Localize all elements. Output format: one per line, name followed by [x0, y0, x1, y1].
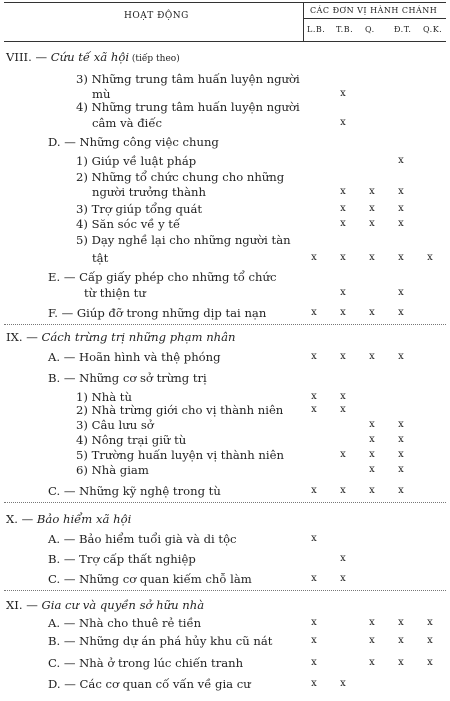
- responsibility-mark: x: [340, 287, 346, 298]
- row-label: 5) Dạy nghề lại cho những người tàn: [76, 233, 291, 247]
- responsibility-mark: x: [369, 449, 375, 460]
- table-row: [92, 251, 108, 265]
- responsibility-mark: x: [311, 635, 317, 646]
- row-label: tật: [92, 251, 109, 265]
- responsibility-mark: x: [340, 203, 346, 214]
- responsibility-mark: x: [398, 434, 404, 445]
- responsibility-mark: x: [369, 307, 375, 318]
- row-label: câm và điếc: [92, 116, 162, 130]
- table-row: [48, 306, 266, 320]
- responsibility-mark: x: [427, 252, 433, 263]
- table-row: [48, 677, 251, 691]
- responsibility-mark: x: [311, 485, 317, 496]
- header-divider: [303, 2, 304, 41]
- table-row: [84, 286, 146, 300]
- responsibility-mark: x: [340, 307, 346, 318]
- responsibility-mark: x: [398, 657, 404, 668]
- row-label: 4) Những trung tâm huấn luyện người: [76, 100, 300, 114]
- section-note: (tiếp theo): [129, 54, 180, 64]
- section-heading: [6, 50, 180, 66]
- row-label: F. — Giúp đỡ trong những dịp tai nạn: [48, 306, 267, 320]
- section-heading: [6, 512, 131, 526]
- responsibility-mark: x: [369, 657, 375, 668]
- row-label: XI. —: [6, 598, 42, 612]
- table-row: [76, 418, 154, 432]
- responsibility-mark: x: [340, 117, 346, 128]
- responsibility-mark: x: [398, 635, 404, 646]
- row-label: D. — Các cơ quan cố vấn về gia cư: [48, 677, 251, 691]
- row-label: C. — Những kỹ nghệ trong tù: [48, 484, 221, 498]
- responsibility-mark: x: [311, 351, 317, 362]
- row-label: C. — Những cơ quan kiếm chỗ làm: [48, 572, 252, 586]
- responsibility-mark: x: [311, 391, 317, 402]
- responsibility-mark: x: [369, 419, 375, 430]
- responsibility-mark: x: [398, 203, 404, 214]
- responsibility-mark: x: [340, 351, 346, 362]
- table-row: [48, 616, 201, 630]
- row-label: người trưởng thành: [92, 185, 206, 199]
- table-row: [76, 217, 180, 231]
- responsibility-mark: x: [398, 419, 404, 430]
- section-title: Gia cư và quyền sở hữu nhà: [41, 598, 205, 612]
- responsibility-mark: x: [340, 404, 346, 415]
- row-label: A. — Hoãn hình và thệ phóng: [48, 350, 221, 364]
- column-header: Q.K.: [423, 25, 443, 34]
- responsibility-mark: x: [398, 155, 404, 166]
- section-title: Cách trừng trị những phạm nhân: [41, 330, 236, 344]
- responsibility-mark: x: [369, 464, 375, 475]
- responsibility-mark: x: [398, 218, 404, 229]
- table-row: [48, 572, 252, 586]
- row-label: D. — Những công việc chung: [48, 135, 219, 149]
- table-row: [48, 270, 276, 284]
- table-row: [76, 433, 186, 447]
- row-label: mù: [92, 87, 111, 101]
- section-title: Cứu tế xã hội: [50, 50, 130, 64]
- row-label: C. — Nhà ở trong lúc chiến tranh: [48, 656, 244, 670]
- column-header: Q.: [365, 25, 375, 34]
- table-row: [76, 170, 284, 184]
- row-label: E. — Cấp giấy phép cho những tổ chức: [48, 270, 277, 284]
- responsibility-mark: x: [369, 434, 375, 445]
- row-label: IX. —: [6, 330, 42, 344]
- responsibility-mark: x: [369, 218, 375, 229]
- responsibility-mark: x: [311, 252, 317, 263]
- table-row: [76, 100, 300, 114]
- column-header: T.B.: [336, 25, 354, 34]
- responsibility-mark: x: [311, 678, 317, 689]
- responsibility-mark: x: [398, 252, 404, 263]
- responsibility-mark: x: [340, 449, 346, 460]
- row-label: 2) Nhà trừng giới cho vị thành niên: [76, 403, 284, 417]
- table-row: [76, 448, 284, 462]
- table-row: [48, 552, 196, 566]
- table-row: [76, 233, 291, 247]
- row-label: B. — Những cơ sở trừng trị: [48, 371, 207, 385]
- responsibility-mark: x: [311, 657, 317, 668]
- section-separator: [4, 502, 446, 503]
- row-label: A. — Nhà cho thuê rẻ tiền: [48, 616, 202, 630]
- responsibility-mark: x: [311, 573, 317, 584]
- table-row: [76, 72, 300, 86]
- row-label: từ thiện tư: [84, 286, 146, 300]
- table-row: [92, 87, 110, 101]
- table-row: [76, 202, 202, 216]
- table-row: [48, 371, 207, 385]
- table-row: [76, 390, 132, 404]
- row-label: 1) Giúp về luật pháp: [76, 154, 197, 168]
- header-top-rule: [4, 2, 446, 3]
- responsibility-mark: x: [311, 617, 317, 628]
- table-row: [76, 463, 149, 477]
- row-label: 3) Câu lưu sở: [76, 418, 154, 432]
- row-label: 4) Săn sóc về y tế: [76, 217, 181, 231]
- table-row: [48, 532, 237, 546]
- column-header: L.B.: [307, 25, 326, 34]
- column-header-activity: HOẠT ĐỘNG: [124, 11, 189, 21]
- row-label: 5) Trường huấn luyện vị thành niên: [76, 448, 284, 462]
- responsibility-mark: x: [427, 617, 433, 628]
- row-label: B. — Trợ cấp thất nghiệp: [48, 552, 196, 566]
- responsibility-mark: x: [427, 657, 433, 668]
- section-heading: [6, 330, 236, 344]
- table-row: [76, 154, 196, 168]
- responsibility-mark: x: [398, 186, 404, 197]
- row-label: 2) Những tổ chức chung cho những: [76, 170, 285, 184]
- responsibility-mark: x: [398, 617, 404, 628]
- header-bottom-rule: [4, 41, 446, 42]
- table-row: [48, 634, 272, 648]
- responsibility-mark: x: [340, 553, 346, 564]
- responsibility-mark: x: [398, 449, 404, 460]
- responsibility-mark: x: [369, 203, 375, 214]
- responsibility-mark: x: [340, 573, 346, 584]
- responsibility-mark: x: [369, 351, 375, 362]
- row-label: 3) Trợ giúp tổng quát: [76, 202, 203, 216]
- responsibility-mark: x: [340, 391, 346, 402]
- responsibility-mark: x: [398, 351, 404, 362]
- table-row: [48, 484, 221, 498]
- section-heading: [6, 598, 204, 612]
- responsibility-mark: x: [340, 186, 346, 197]
- table-row: [92, 185, 206, 199]
- responsibility-mark: x: [369, 186, 375, 197]
- responsibility-mark: x: [311, 533, 317, 544]
- responsibility-mark: x: [398, 464, 404, 475]
- responsibility-mark: x: [427, 635, 433, 646]
- row-label: A. — Bảo hiểm tuổi già và di tộc: [48, 532, 237, 546]
- responsibility-mark: x: [398, 287, 404, 298]
- responsibility-mark: x: [369, 635, 375, 646]
- responsibility-mark: x: [340, 88, 346, 99]
- table-row: [48, 135, 219, 149]
- row-label: 1) Nhà tù: [76, 390, 132, 404]
- table-row: [48, 350, 221, 364]
- section-separator: [4, 324, 446, 325]
- header-mid-rule: [303, 18, 446, 19]
- responsibility-mark: x: [340, 218, 346, 229]
- row-label: 3) Những trung tâm huấn luyện người: [76, 72, 300, 86]
- responsibility-mark: x: [398, 307, 404, 318]
- column-group-header: CÁC ĐƠN VỊ HÀNH CHÁNH: [310, 6, 438, 15]
- responsibility-mark: x: [311, 404, 317, 415]
- table-row: [76, 403, 283, 417]
- section-separator: [4, 590, 446, 591]
- table-row: [48, 656, 243, 670]
- responsibility-mark: x: [369, 252, 375, 263]
- responsibility-mark: x: [311, 307, 317, 318]
- section-title: Bảo hiểm xã hội: [36, 512, 132, 526]
- row-label: 4) Nông trại giữ tù: [76, 433, 187, 447]
- responsibility-mark: x: [398, 485, 404, 496]
- row-label: X. —: [6, 512, 37, 526]
- row-label: VIII. —: [6, 50, 51, 64]
- responsibility-mark: x: [369, 485, 375, 496]
- responsibility-mark: x: [340, 252, 346, 263]
- table-row: [92, 116, 162, 130]
- responsibility-mark: x: [340, 485, 346, 496]
- column-header: Đ.T.: [394, 25, 412, 34]
- row-label: B. — Những dự án phá hủy khu cũ nát: [48, 634, 273, 648]
- row-label: 6) Nhà giam: [76, 463, 149, 477]
- responsibility-mark: x: [369, 617, 375, 628]
- responsibility-mark: x: [340, 678, 346, 689]
